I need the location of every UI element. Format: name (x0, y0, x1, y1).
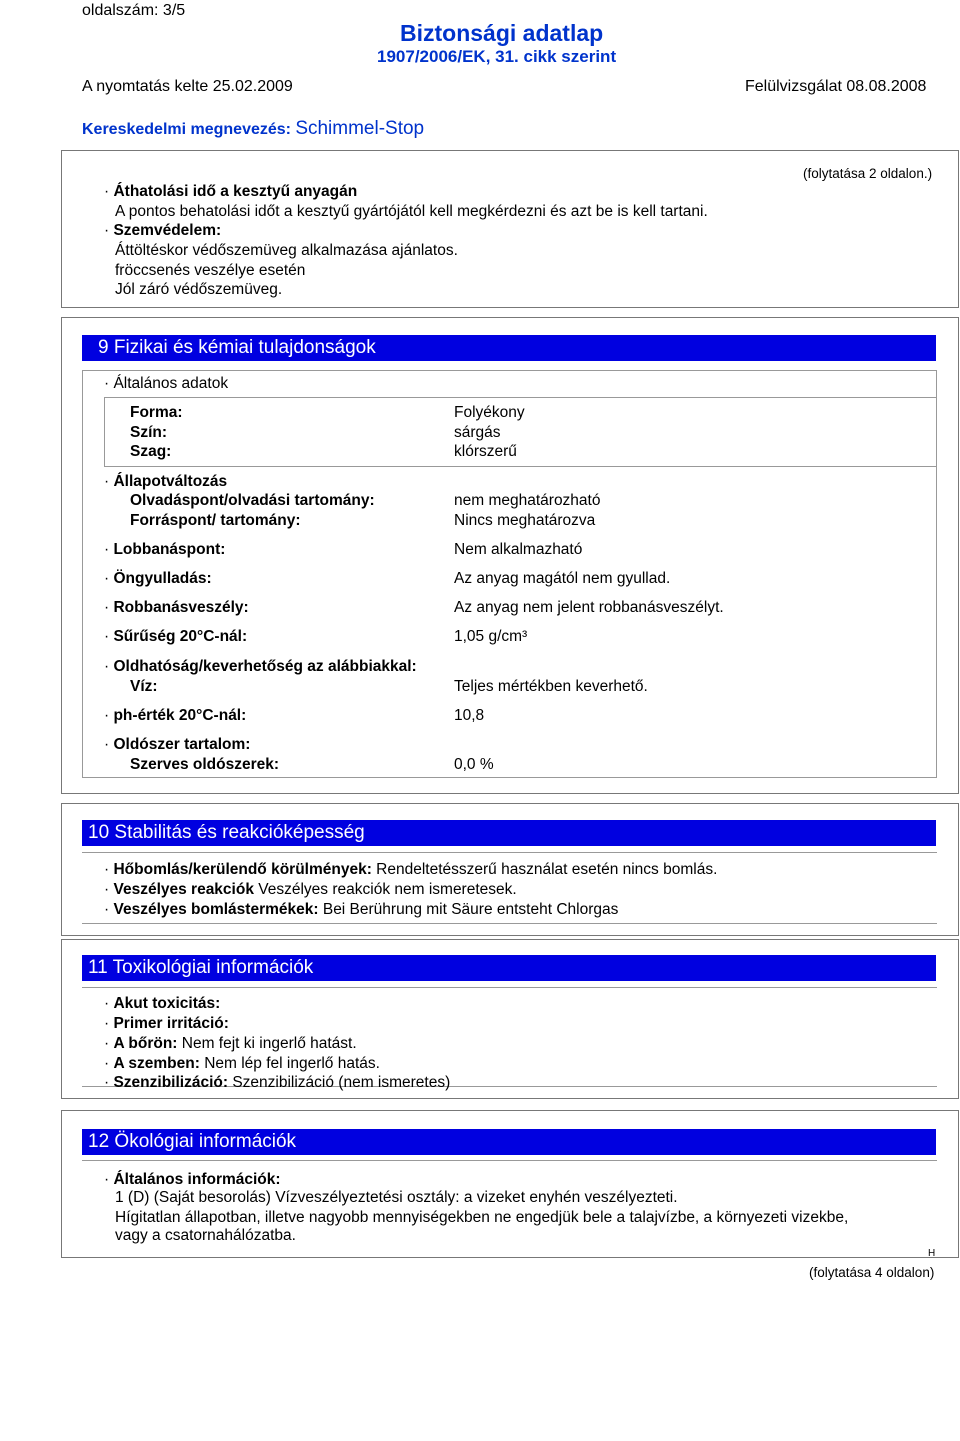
acute-toxicity-label: Akut toxicitás: (113, 995, 221, 1012)
melting-label: Olvadáspont/olvadási tartomány: (130, 492, 375, 509)
groundwater-warning-line2: vagy a csatornahálózatba. (115, 1227, 296, 1244)
decomposition-line (104, 861, 717, 879)
eye-protection-line1: Áttöltéskor védőszemüveg alkalmazása ajánlatos. (115, 242, 458, 259)
explosion-value: Az anyag nem jelent robbanásveszélyt. (454, 599, 724, 616)
general-info-line (104, 1171, 281, 1189)
decomposition-label: Hőbomlás/kerülendő körülmények: (113, 861, 372, 878)
self-ignition-value: Az anyag magától nem gyullad. (454, 570, 671, 587)
sensitization-text: Szenzibilizáció (nem ismeretes) (228, 1074, 451, 1091)
trade-name-label: Kereskedelmi megnevezés: (82, 121, 291, 138)
trade-name-row (82, 118, 424, 140)
organic-solvent-value: 0,0 % (454, 756, 494, 773)
solvent-content-label: · Oldószer tartalom: (104, 736, 250, 754)
dangerous-reactions-label: Veszélyes reakciók (113, 881, 254, 898)
general-data-heading: · Általános adatok (104, 375, 228, 393)
explosion-label: · Robbanásveszély: (104, 599, 249, 617)
density-label: · Sűrűség 20°C-nál: (104, 628, 247, 646)
odor-label: Szag: (130, 443, 172, 460)
document-title: Biztonsági adatlap (400, 20, 604, 46)
eye-protection-line2: fröccsenés veszélye esetén (115, 262, 306, 279)
density-value: 1,05 g/cm³ (454, 628, 528, 645)
primary-irritation-line (104, 1015, 229, 1033)
water-value: Teljes mértékben keverhető. (454, 678, 648, 695)
page-number: oldalszám: 3/5 (82, 2, 186, 19)
flash-point-value: Nem alkalmazható (454, 541, 583, 558)
eye-line (104, 1055, 380, 1073)
decomposition-products-label: Veszélyes bomlástermékek: (113, 901, 319, 918)
dangerous-reactions-line (104, 881, 517, 899)
eye-label: A szemben: (113, 1055, 200, 1072)
self-ignition-label: · Öngyulladás: (104, 570, 212, 588)
footer-mark: H (928, 1248, 936, 1259)
section-10-title: 10 Stabilitás és reakcióképesség (82, 820, 936, 846)
primary-irritation-label: Primer irritáció: (113, 1015, 229, 1032)
sensitization-label: Szenzibilizáció: (113, 1074, 229, 1091)
boiling-label: Forráspont/ tartomány: (130, 512, 301, 529)
color-value: sárgás (454, 424, 501, 441)
skin-line (104, 1035, 357, 1053)
water-label: Víz: (130, 678, 158, 695)
general-info-label: Általános információk: (113, 1171, 281, 1188)
water-hazard-class: 1 (D) (Saját besorolás) Vízveszélyeztetési osztály: a vizeket enyhén veszélyezteti. (115, 1189, 678, 1206)
section-11-title: 11 Toxikológiai információk (82, 955, 936, 981)
eye-protection-heading: · Szemvédelem: (104, 222, 221, 240)
ph-value: 10,8 (454, 707, 485, 724)
flash-point-label: · Lobbanáspont: (104, 541, 225, 559)
form-label: Forma: (130, 404, 183, 421)
melting-value: nem meghatározható (454, 492, 601, 509)
odor-value: klórszerű (454, 443, 517, 460)
eye-protection-line3: Jól záró védőszemüveg. (115, 281, 283, 298)
decomposition-text: Rendeltetésszerű használat esetén nincs bomlás. (371, 861, 718, 878)
decomposition-products-text: Bei Berührung mit Säure entsteht Chlorgas (318, 901, 619, 918)
state-change-heading: · Állapotváltozás (104, 473, 227, 491)
skin-label: A bőrön: (113, 1035, 178, 1052)
boiling-value: Nincs meghatározva (454, 512, 596, 529)
print-date: A nyomtatás kelte 25.02.2009 (82, 78, 293, 95)
color-label: Szín: (130, 424, 168, 441)
decomposition-products-line (104, 901, 618, 919)
sensitization-line (104, 1074, 450, 1092)
eye-text: Nem lép fel ingerlő hatás. (199, 1055, 380, 1072)
form-value: Folyékony (454, 404, 525, 421)
glove-time-heading: · Áthatolási idő a kesztyű anyagán (104, 183, 357, 201)
solubility-label: · Oldhatóság/keverhetőség az alábbiakkal: (104, 658, 417, 676)
ph-label: · ph-érték 20°C-nál: (104, 707, 246, 725)
organic-solvent-label: Szerves oldószerek: (130, 756, 280, 773)
trade-name: Schimmel-Stop (295, 118, 425, 139)
acute-toxicity-line (104, 995, 220, 1013)
continued-from: (folytatása 2 oldalon.) (803, 166, 933, 181)
continued-on: (folytatása 4 oldalon) (809, 1265, 935, 1280)
dangerous-reactions-text: Veszélyes reakciók nem ismeretesek. (253, 881, 517, 898)
section-9-title: 9 Fizikai és kémiai tulajdonságok (82, 335, 936, 361)
skin-text: Nem fejt ki ingerlő hatást. (177, 1035, 357, 1052)
revision-date: Felülvizsgálat 08.08.2008 (745, 78, 927, 95)
document-subtitle: 1907/2006/EK, 31. cikk szerint (377, 47, 617, 66)
groundwater-warning-line1: Hígitatlan állapotban, illetve nagyobb mennyiségekben ne engedjük bele a talajvízbe, a környezeti vizekbe, (115, 1209, 849, 1226)
glove-time-text: A pontos behatolási időt a kesztyű gyártójától kell megkérdezni és azt be is kell tartani. (115, 203, 708, 220)
section-12-title: 12 Ökológiai információk (82, 1129, 936, 1155)
